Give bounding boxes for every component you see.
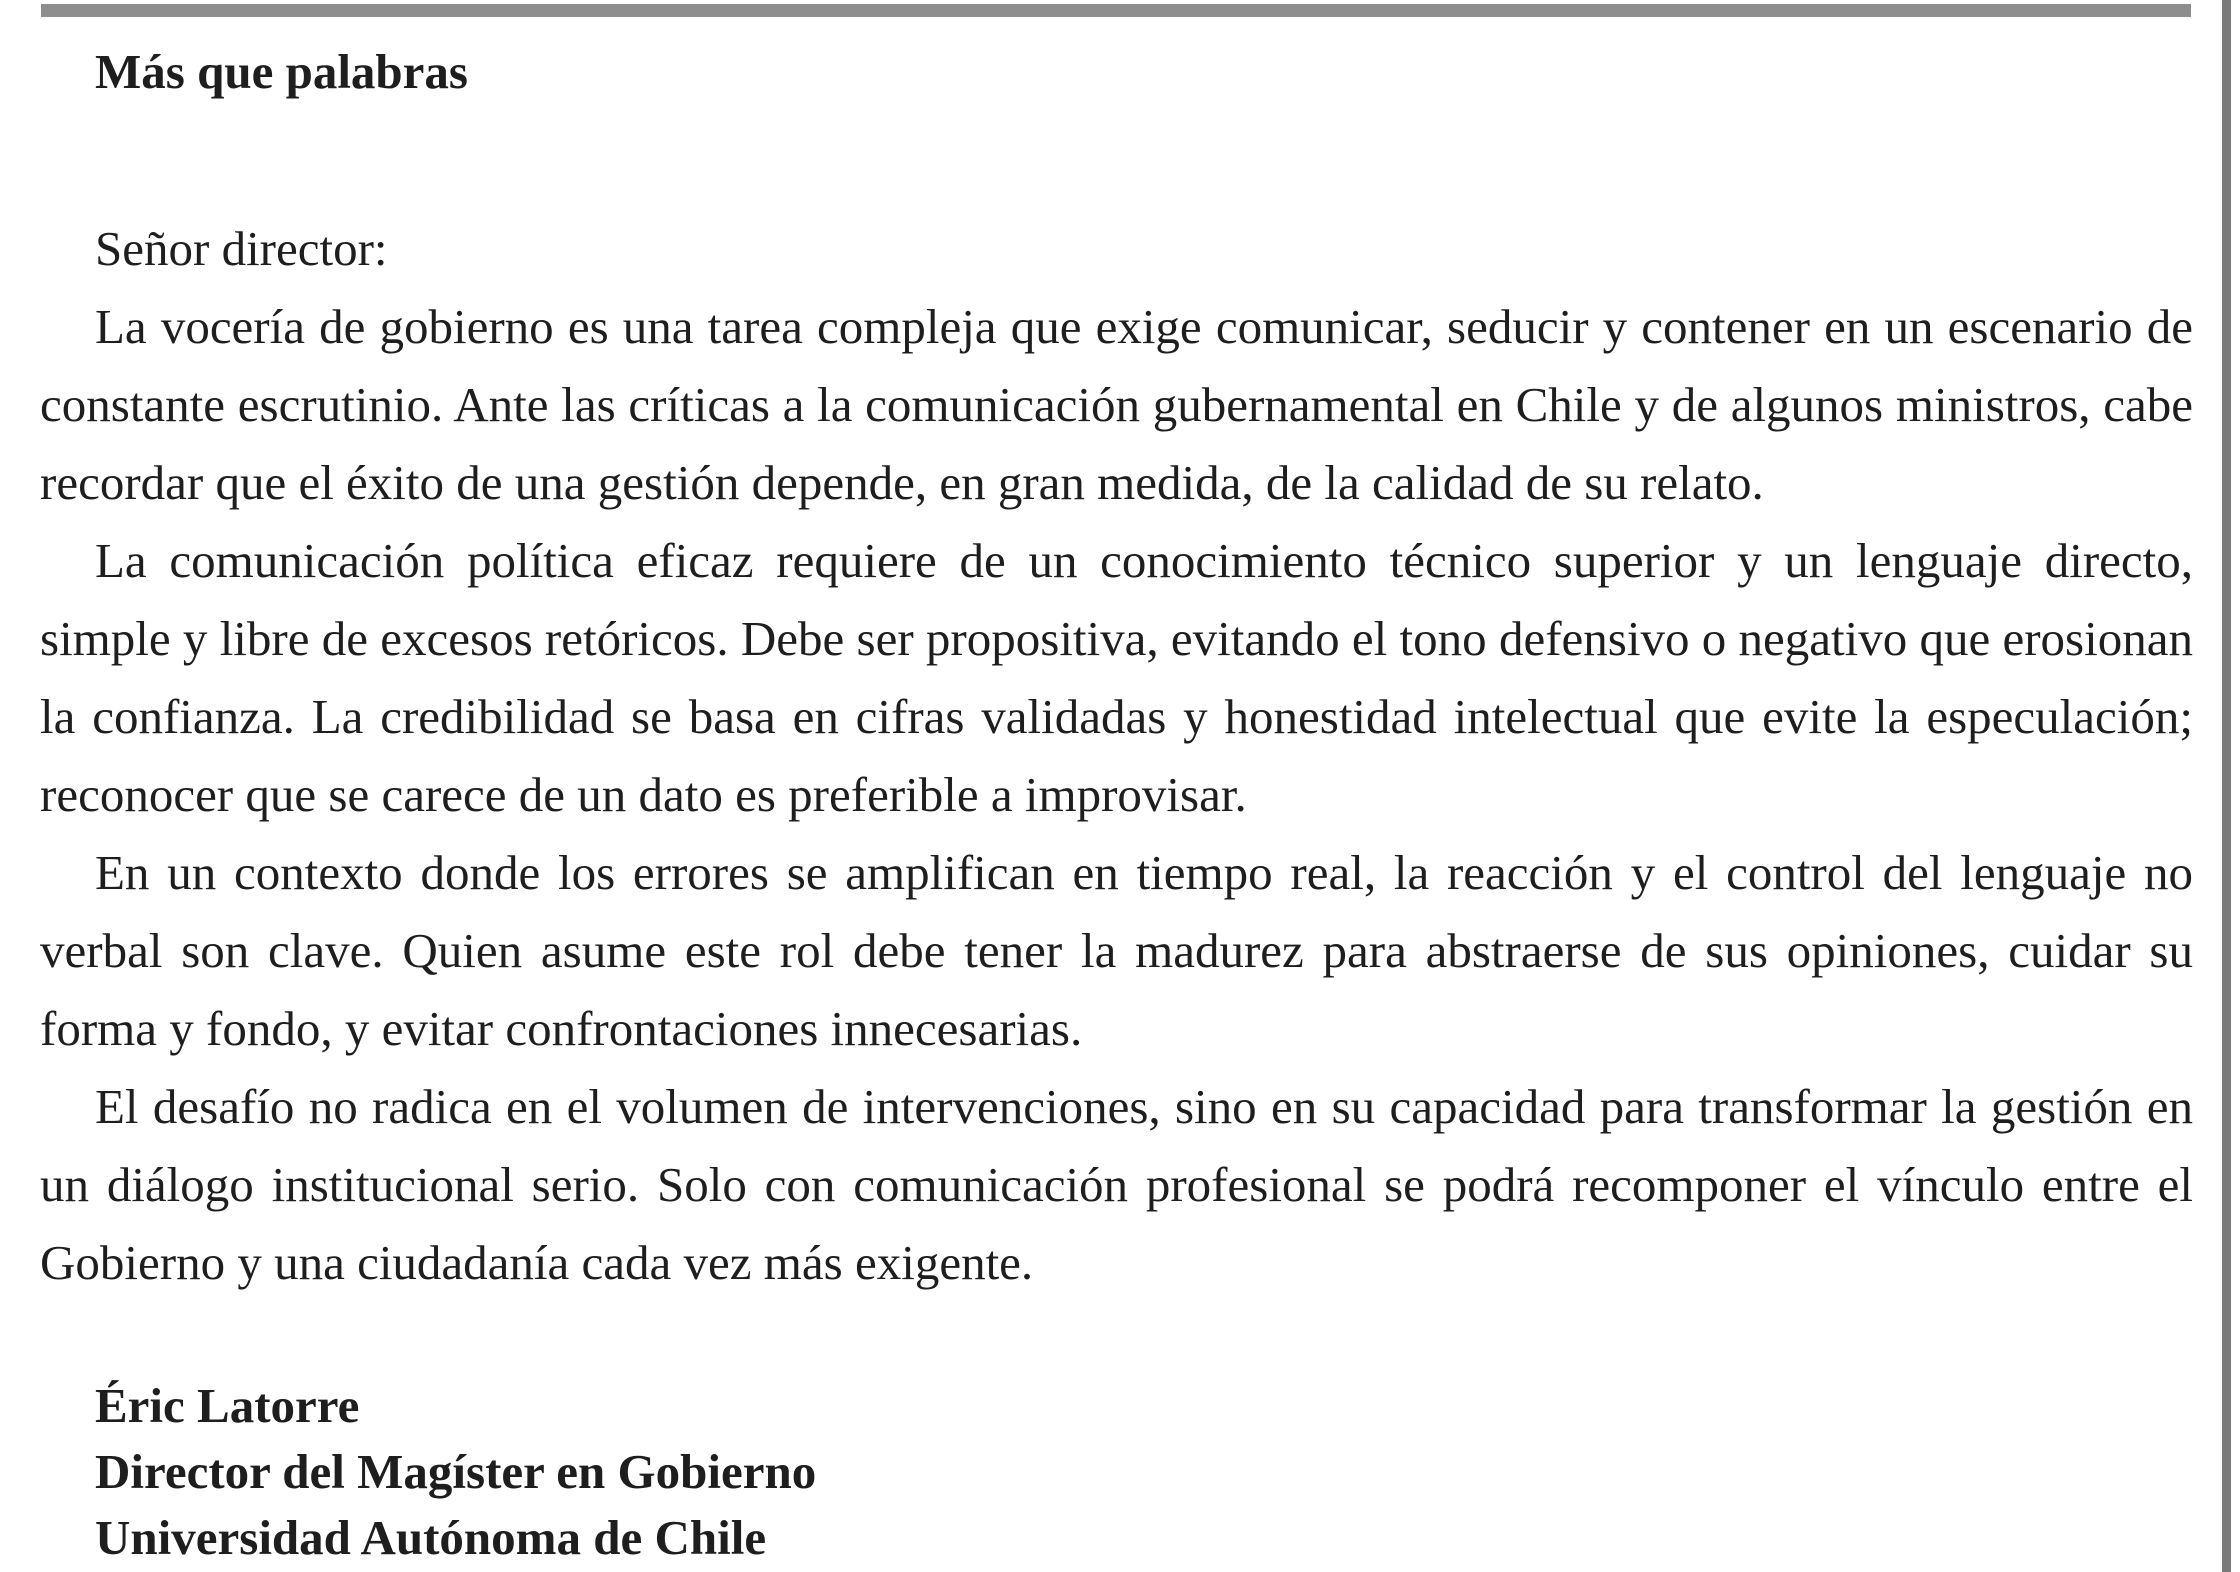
signature-block (40, 1373, 2193, 1571)
right-border-rule (2222, 0, 2231, 1572)
letter-title: Más que palabras (95, 44, 469, 99)
letter-salutation: Señor director: (95, 221, 388, 276)
paragraph-1: La vocería de gobierno es una tarea compleja que exige comunicar, seducir y contener en un escenario de constante escrutinio. Ante las críticas a la comunicación gubernamental en Chile y de algunos ministros, cabe recordar que el éxito de una gestión depende, en gran medida, de la calidad de su relato. (40, 299, 2193, 510)
author-institution: Universidad Autónoma de Chile (95, 1510, 767, 1565)
paragraph-2: La comunicación política eficaz requiere de un conocimiento técnico superior y un lenguaje directo, simple y libre de excesos retóricos. Debe ser propositiva, evitando el tono defensivo o negativo que erosionan la confianza. La credibilidad se basa en cifras validadas y honestidad intelectual que evite la especulación; reconocer que se carece de un dato es preferible a improvisar. (40, 533, 2193, 822)
letter-to-editor (40, 40, 2193, 1571)
author-position: Director del Magíster en Gobierno (95, 1444, 817, 1499)
author-name: Éric Latorre (95, 1378, 360, 1433)
top-rule (41, 4, 2191, 17)
paragraph-4: El desafío no radica en el volumen de intervenciones, sino en su capacidad para transformar la gestión en un diálogo institucional serio. Solo con comunicación profesional se podrá recomponer el vínculo entre el Gobierno y una ciudadanía cada vez más exigente. (40, 1079, 2193, 1290)
paragraph-3: En un contexto donde los errores se amplifican en tiempo real, la reacción y el control del lenguaje no verbal son clave. Quien asume este rol debe tener la madurez para abstraerse de sus opiniones, cuidar su forma y fondo, y evitar confrontaciones innecesarias. (40, 845, 2193, 1056)
